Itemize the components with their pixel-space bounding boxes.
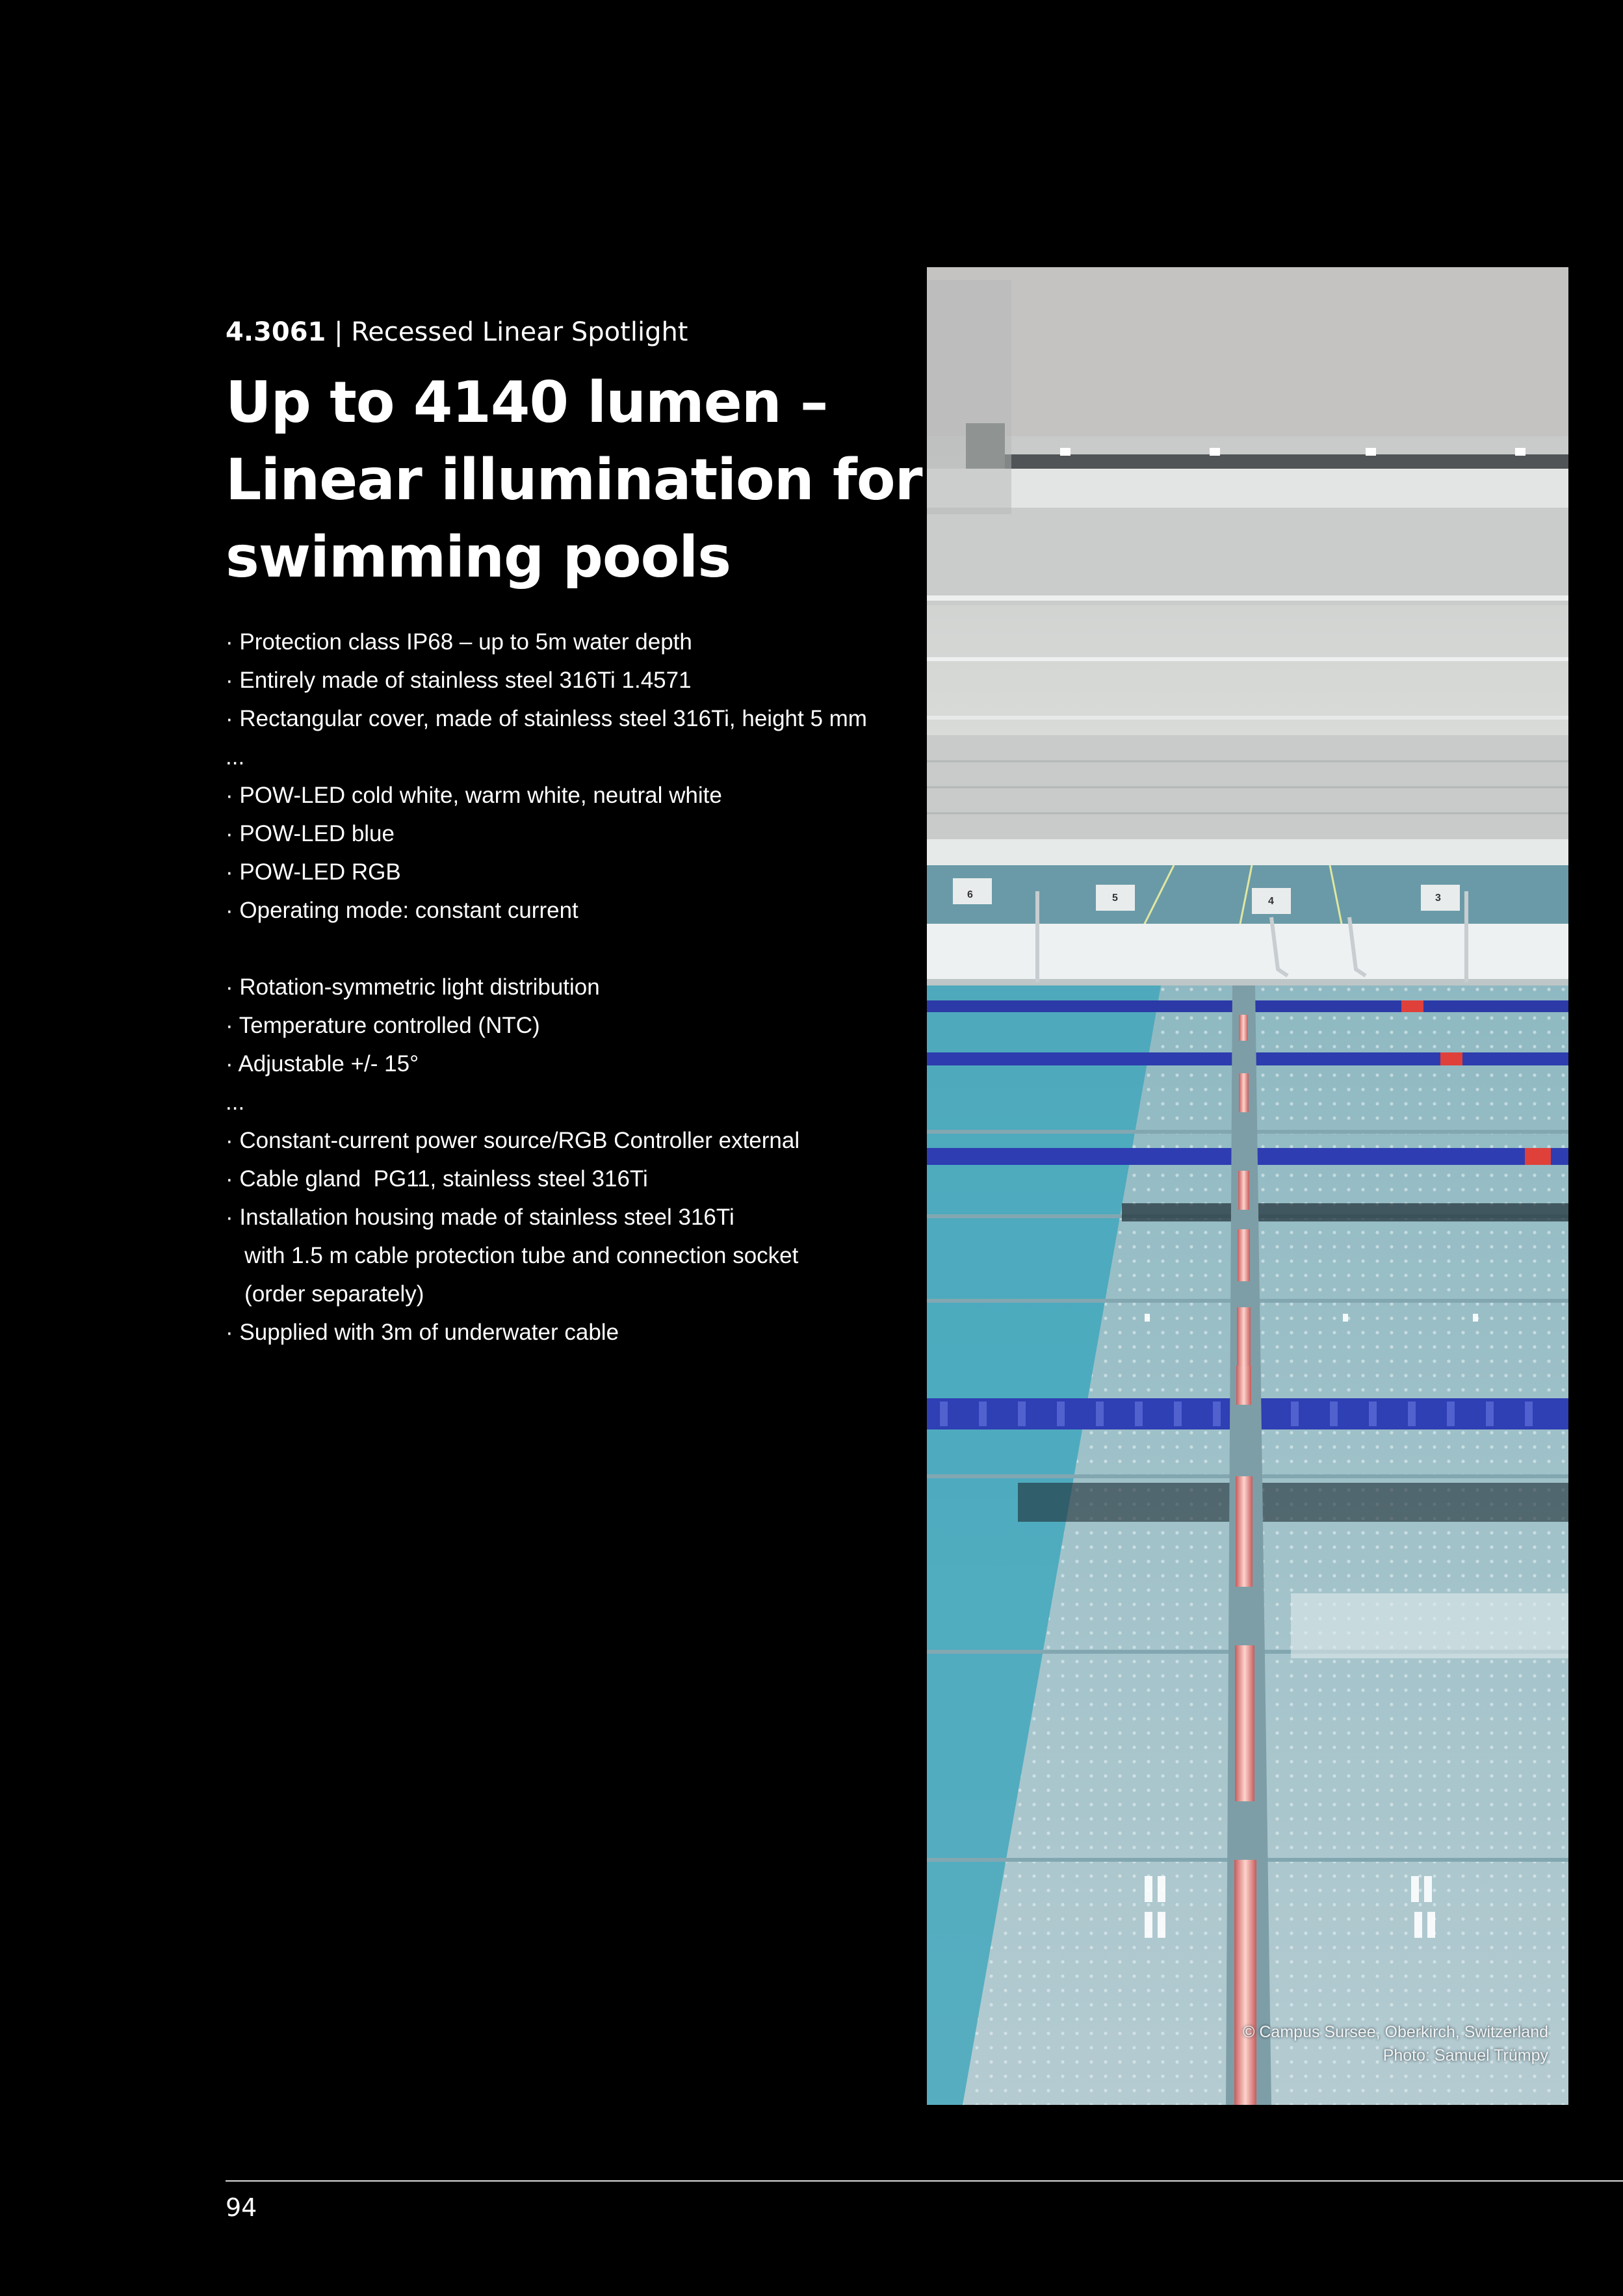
- feature-item: · Supplied with 3m of underwater cable: [226, 1320, 619, 1345]
- lane-number: 5: [1112, 893, 1118, 904]
- feature-item: · Cable gland PG11, stainless steel 316Ti: [226, 1166, 648, 1192]
- feature-item: · POW-LED blue: [226, 821, 395, 846]
- feature-item: · Rotation-symmetric light distribution: [226, 974, 600, 1000]
- product-code: 4.3061: [226, 317, 326, 347]
- feature-item: · Constant-current power source/RGB Controller external: [226, 1128, 800, 1153]
- feature-item: · Rectangular cover, made of stainless steel 316Ti, height 5 mm: [226, 706, 867, 731]
- title-line-1: Up to 4140 lumen –: [226, 369, 828, 436]
- feature-item: · Installation housing made of stainless steel 316Ti: [226, 1205, 734, 1230]
- product-header: [226, 317, 688, 347]
- pool-photo: [927, 267, 1568, 2105]
- credit-location: © Campus Sursee, Oberkirch, Switzerland: [1243, 2023, 1548, 2041]
- page-title: [226, 364, 922, 596]
- feature-ellipsis: ...: [226, 1089, 245, 1115]
- feature-item-continuation: with 1.5 m cable protection tube and connection socket: [226, 1243, 799, 1268]
- lane-number: 6: [967, 889, 973, 900]
- photo-credit: [1243, 2020, 1548, 2067]
- page-number: 94: [226, 2193, 257, 2222]
- lane-number: 3: [1435, 893, 1441, 904]
- product-subtitle: Recessed Linear Spotlight: [351, 317, 688, 347]
- feature-item: · Temperature controlled (NTC): [226, 1013, 540, 1038]
- lane-number: 4: [1268, 896, 1274, 907]
- feature-item: · POW-LED cold white, warm white, neutral white: [226, 783, 722, 808]
- feature-item: · Entirely made of stainless steel 316Ti 1.4571: [226, 668, 692, 693]
- feature-ellipsis: ...: [226, 744, 245, 770]
- feature-item-continuation: (order separately): [226, 1281, 424, 1307]
- feature-item: · Operating mode: constant current: [226, 898, 578, 923]
- feature-list: [226, 623, 908, 1351]
- credit-photographer: Photo: Samuel Trümpy: [1383, 2046, 1548, 2065]
- feature-item: · Protection class IP68 – up to 5m water depth: [226, 629, 692, 655]
- feature-spacer: [226, 930, 908, 968]
- footer-rule: [226, 2180, 1623, 2182]
- pool-photo-illustration: [927, 267, 1568, 2105]
- feature-item: · Adjustable +/- 15°: [226, 1051, 419, 1076]
- title-line-3: swimming pools: [226, 524, 731, 590]
- header-separator: |: [326, 317, 352, 347]
- feature-item: · POW-LED RGB: [226, 859, 401, 885]
- title-line-2: Linear illumination for: [226, 447, 922, 513]
